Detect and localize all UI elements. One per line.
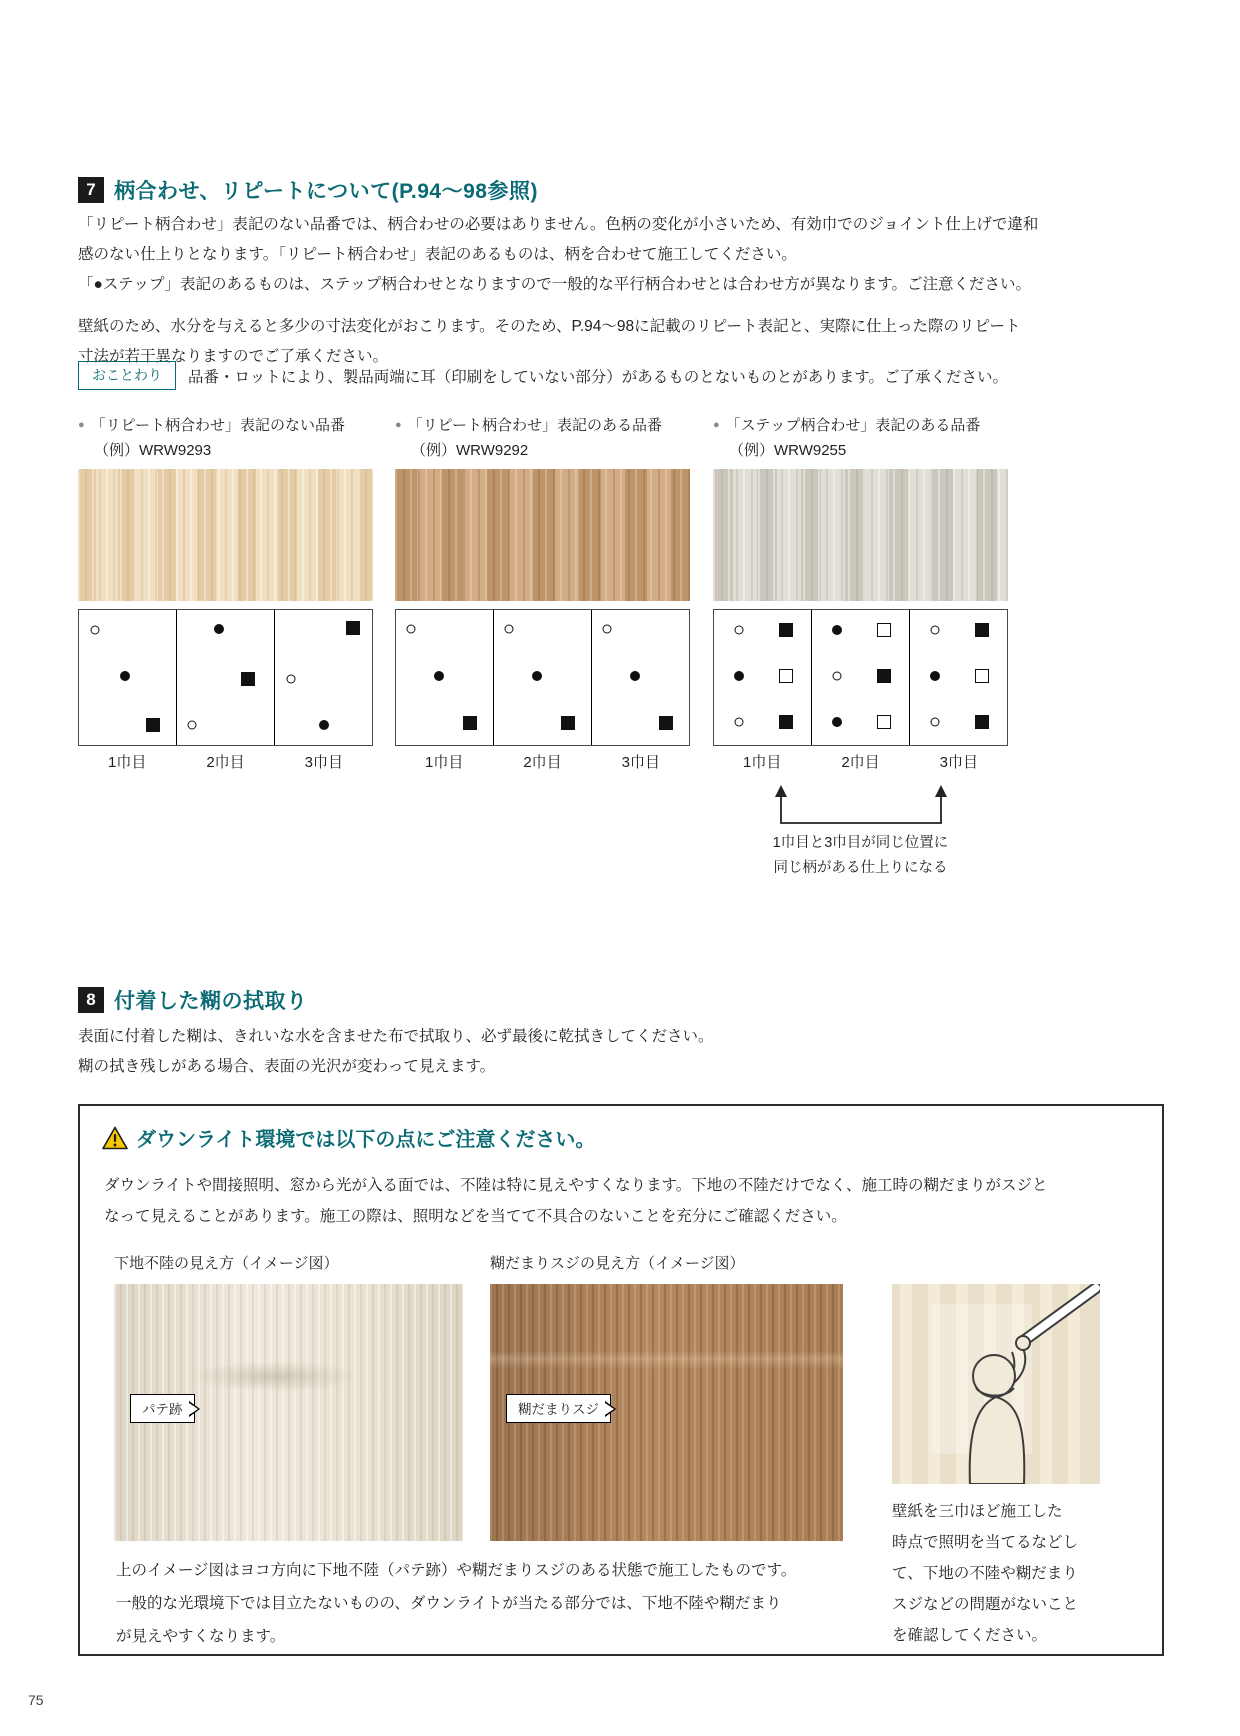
pattern-symbol-co xyxy=(833,672,842,681)
pattern-symbol-cf xyxy=(930,671,940,681)
paragraph-line: なって見えることがあります。施工の際は、照明などを当てて不具合のないことを充分にご確認ください。 xyxy=(104,1208,847,1225)
example-title: ● 「リピート柄合わせ」表記のない品番 xyxy=(78,417,346,434)
pattern-symbol-sf xyxy=(561,716,575,730)
section8-title: 付着した糊の拭取り xyxy=(114,989,308,1013)
section8-header xyxy=(78,986,308,1013)
glue-image-caption: 糊だまりスジの見え方（イメージ図） xyxy=(490,1255,745,1272)
caution-title-row xyxy=(102,1123,595,1152)
pattern-symbol-co xyxy=(91,626,100,635)
pattern-diagram xyxy=(395,609,690,746)
paragraph-line: 表面に付着した糊は、きれいな水を含ませた布で拭取り、必ず最後に乾拭きしてください。 xyxy=(78,1028,714,1045)
pattern-symbol-sf xyxy=(779,623,793,637)
pattern-symbol-so xyxy=(779,669,793,683)
width-label: 2巾目 xyxy=(523,754,562,771)
notice-label-box: おことわり xyxy=(78,361,176,390)
pattern-symbol-cf xyxy=(214,624,224,634)
example-product-code: （例）WRW9255 xyxy=(729,442,847,459)
glue-streak-image xyxy=(490,1284,843,1541)
paragraph-line: て、下地の不陸や糊だまり xyxy=(892,1565,1078,1582)
width-label: 3巾目 xyxy=(939,754,978,771)
pattern-symbol-cf xyxy=(630,671,640,681)
pattern-strip xyxy=(494,610,592,745)
section7-paragraph1 xyxy=(78,210,1170,300)
worker-illustration xyxy=(892,1284,1100,1484)
pattern-symbol-so xyxy=(877,623,891,637)
width-labels xyxy=(395,751,690,772)
pattern-symbol-sf xyxy=(241,672,255,686)
width-label: 3巾目 xyxy=(621,754,660,771)
paragraph-line: 時点で照明を当てるなどし xyxy=(892,1534,1079,1551)
pattern-symbol-cf xyxy=(832,717,842,727)
paragraph-line: 上のイメージ図はヨコ方向に下地不陸（パテ跡）や糊だまりスジのある状態で施工したものです。 xyxy=(116,1562,797,1579)
width-label: 2巾目 xyxy=(206,754,245,771)
caution-body xyxy=(104,1170,1048,1232)
pattern-symbol-co xyxy=(602,624,611,633)
caution-right-note xyxy=(892,1496,1078,1651)
paragraph-line: 糊の拭き残しがある場合、表面の光沢が変わって見えます。 xyxy=(78,1058,496,1075)
paragraph-line: を確認してください。 xyxy=(892,1627,1048,1644)
pattern-symbol-so xyxy=(975,669,989,683)
step-annotation xyxy=(713,781,1008,881)
step-note-line: 同じ柄がある仕上りになる xyxy=(773,860,948,876)
width-label: 2巾目 xyxy=(841,754,880,771)
example-column-repeat xyxy=(395,413,690,772)
width-label: 1巾目 xyxy=(424,754,464,771)
caution-box xyxy=(78,1104,1164,1656)
width-label: 3巾目 xyxy=(304,754,343,771)
step-note-line: 1巾目と3巾目が同じ位置に xyxy=(772,835,949,851)
pattern-symbol-cf xyxy=(532,671,542,681)
notice-row xyxy=(78,361,1008,390)
pattern-symbol-cf xyxy=(434,671,444,681)
paragraph-line: 壁紙を三巾ほど施工した xyxy=(892,1503,1063,1520)
example-title: ● 「ステップ柄合わせ」表記のある品番 xyxy=(713,417,981,434)
section8-body xyxy=(78,1022,1170,1082)
pattern-symbol-sf xyxy=(975,715,989,729)
pattern-strip xyxy=(812,610,910,745)
pattern-symbol-cf xyxy=(319,720,329,730)
page-number: 75 xyxy=(28,1692,44,1708)
pattern-strip xyxy=(714,610,812,745)
pattern-symbol-cf xyxy=(832,625,842,635)
pattern-symbol-sf xyxy=(779,715,793,729)
pattern-symbol-co xyxy=(735,718,744,727)
width-label: 1巾目 xyxy=(107,754,147,771)
warning-icon xyxy=(102,1126,128,1150)
pattern-symbol-cf xyxy=(120,671,130,681)
pattern-symbol-sf xyxy=(346,621,360,635)
pattern-symbol-sf xyxy=(659,716,673,730)
paragraph-line: 寸法が若干異なりますのでご了承ください。 xyxy=(78,348,389,365)
pattern-strip xyxy=(177,610,275,745)
paragraph-line: ダウンライトや間接照明、窓から光が入る面では、不陸は特に見えやすくなります。下地の不陸だけでなく、施工時の糊だまりがスジと xyxy=(104,1177,1048,1194)
pattern-symbol-co xyxy=(931,718,940,727)
example-product-code: （例）WRW9292 xyxy=(411,442,529,459)
paragraph-line: 壁紙のため、水分を与えると多少の寸法変化がおこります。そのため、P.94～98に記載のリピート表記と、実際に仕上った際のリピート xyxy=(78,318,1021,335)
pattern-symbol-co xyxy=(287,674,296,683)
caution-title: ダウンライト環境では以下の点にご注意ください。 xyxy=(136,1129,596,1151)
putty-mark-image xyxy=(114,1284,463,1541)
section7-number-badge: 7 xyxy=(78,177,104,203)
wallpaper-swatch-wrw9293 xyxy=(78,469,373,601)
example-product-code: （例）WRW9293 xyxy=(94,442,212,459)
pattern-symbol-sf xyxy=(146,718,160,732)
example-column-no-repeat xyxy=(78,413,373,772)
pattern-diagram xyxy=(78,609,373,746)
pattern-diagram xyxy=(713,609,1008,746)
width-labels xyxy=(713,751,1008,772)
bullet-icon: ● xyxy=(78,419,85,431)
width-label: 1巾目 xyxy=(742,754,782,771)
pattern-symbol-co xyxy=(504,624,513,633)
pattern-strip xyxy=(275,610,372,745)
bullet-icon: ● xyxy=(713,419,720,431)
pattern-symbol-co xyxy=(735,626,744,635)
pattern-strip xyxy=(592,610,689,745)
paragraph-line: 一般的な光環境下では目立たないものの、ダウンライトが当たる部分では、下地不陸や糊だまり xyxy=(116,1595,782,1612)
pattern-symbol-sf xyxy=(463,716,477,730)
example-title: ● 「リピート柄合わせ」表記のある品番 xyxy=(395,417,663,434)
pattern-strip xyxy=(79,610,177,745)
paragraph-line: 感のない仕上りとなります。「リピート柄合わせ」表記のあるものは、柄を合わせて施工してください。 xyxy=(78,246,797,263)
pattern-symbol-co xyxy=(187,720,196,729)
section8-number-badge: 8 xyxy=(78,987,104,1013)
wallpaper-swatch-wrw9292 xyxy=(395,469,690,601)
example-column-step xyxy=(713,413,1008,772)
caution-bottom-caption xyxy=(116,1554,796,1653)
pattern-symbol-co xyxy=(931,626,940,635)
pattern-strip xyxy=(396,610,494,745)
bracket-arrows-icon xyxy=(736,781,986,831)
pattern-symbol-so xyxy=(877,715,891,729)
pattern-symbol-cf xyxy=(734,671,744,681)
pattern-symbol-sf xyxy=(975,623,989,637)
section7-title: 柄合わせ、リピートについて(P.94～98参照) xyxy=(114,179,538,203)
paragraph-line: 「リピート柄合わせ」表記のない品番では、柄合わせの必要はありません。色柄の変化が小さいため、有効巾でのジョイント仕上げで違和 xyxy=(78,216,1039,233)
width-labels xyxy=(78,751,373,772)
glue-callout-tag: 糊だまりスジ xyxy=(506,1394,611,1423)
bullet-icon: ● xyxy=(395,419,402,431)
pattern-symbol-co xyxy=(406,624,415,633)
paragraph-line: スジなどの問題がないこと xyxy=(892,1596,1079,1613)
paragraph-line: 「●ステップ」表記のあるものは、ステップ柄合わせとなりますので一般的な平行柄合わせとは合わせ方が異なります。ご注意ください。 xyxy=(78,276,1032,293)
putty-image-caption: 下地不陸の見え方（イメージ図） xyxy=(114,1255,339,1272)
section7-header xyxy=(78,176,538,203)
putty-callout-tag: パテ跡 xyxy=(130,1394,195,1423)
wallpaper-swatch-wrw9255 xyxy=(713,469,1008,601)
paragraph-line: が見えやすくなります。 xyxy=(116,1628,286,1645)
pattern-symbol-sf xyxy=(877,669,891,683)
pattern-strip xyxy=(910,610,1007,745)
notice-text: 品番・ロットにより、製品両端に耳（印刷をしていない部分）があるものとないものとがあります。ご了承ください。 xyxy=(188,368,1008,386)
